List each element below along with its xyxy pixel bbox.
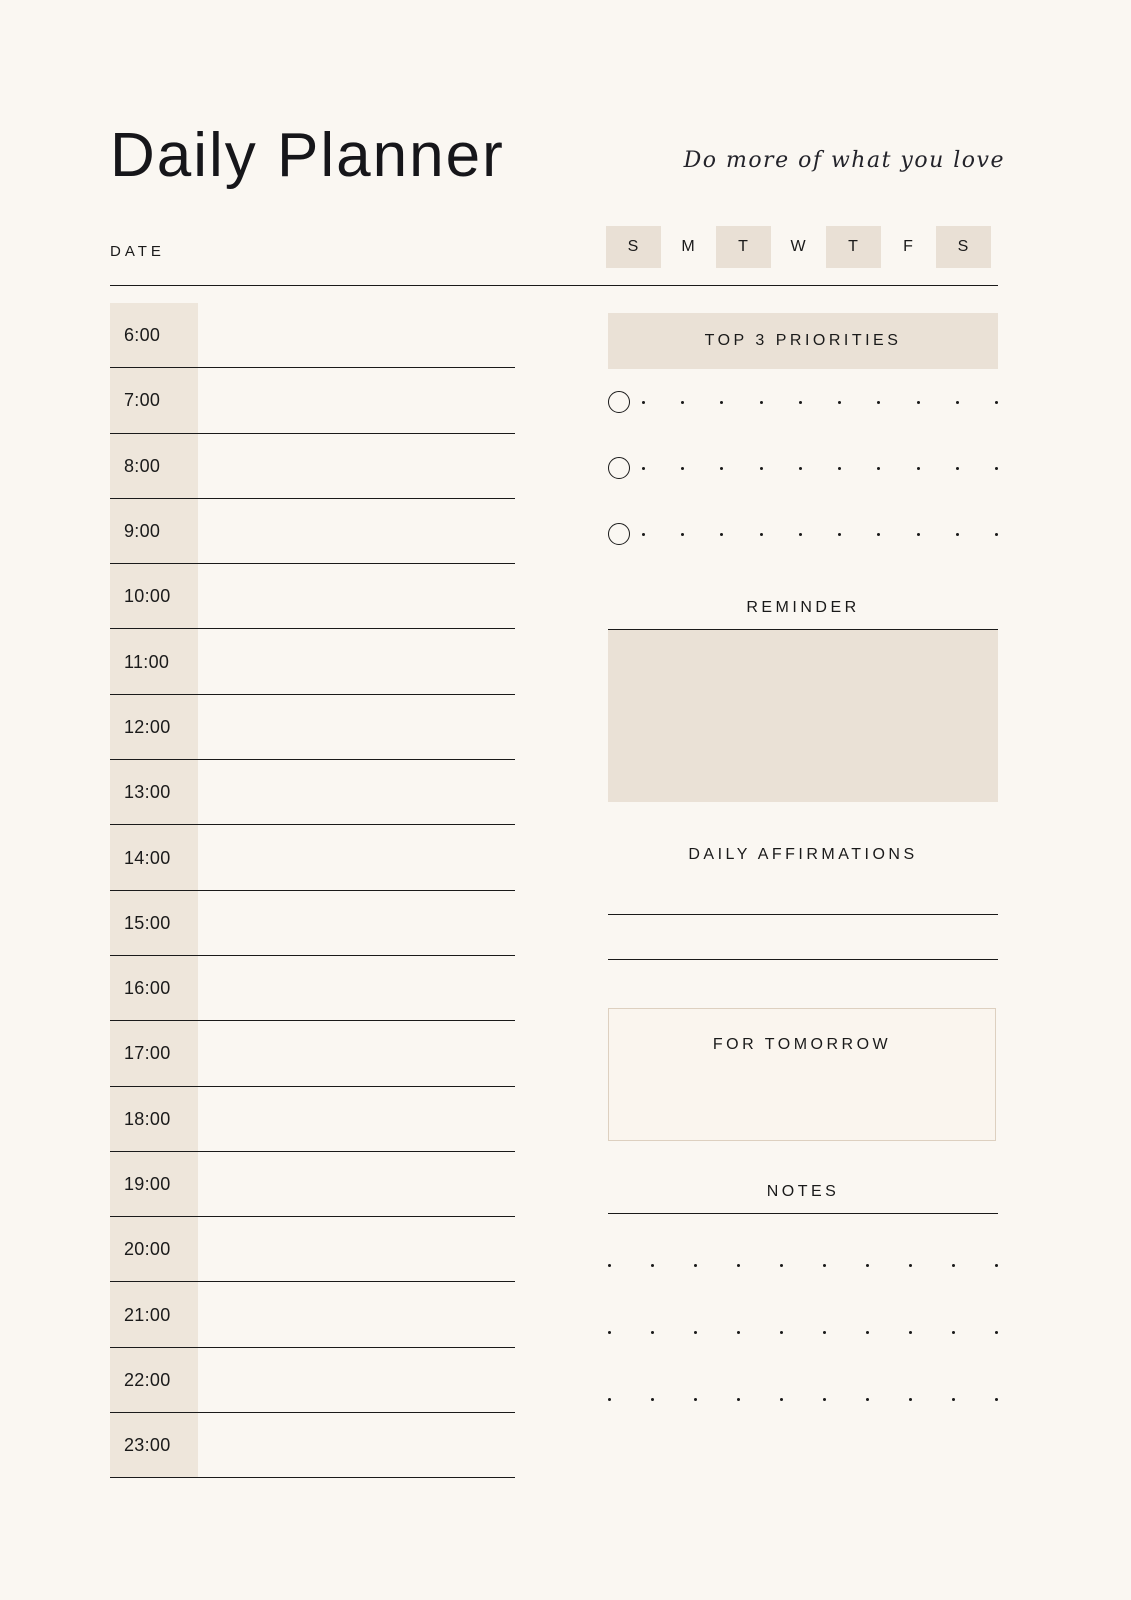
time-label: 22:00: [110, 1348, 198, 1413]
dot: [642, 467, 645, 470]
time-label: 10:00: [110, 564, 198, 629]
priority-input-line[interactable]: [642, 467, 998, 470]
time-label: 16:00: [110, 956, 198, 1021]
time-label: 6:00: [110, 303, 198, 368]
dot: [866, 1264, 869, 1267]
for-tomorrow-label: FOR TOMORROW: [712, 1036, 892, 1053]
time-label: 7:00: [110, 368, 198, 433]
header: [110, 120, 1005, 230]
time-label: 18:00: [110, 1087, 198, 1152]
dot: [909, 1264, 912, 1267]
notes-dot-row: [608, 1264, 998, 1267]
notes-input[interactable]: [608, 1264, 998, 1401]
dot: [956, 401, 959, 404]
page-title: Daily Planner: [110, 121, 505, 190]
time-label: 15:00: [110, 891, 198, 956]
notes-dot-row: [608, 1398, 998, 1401]
dot: [694, 1331, 697, 1334]
time-label: 12:00: [110, 695, 198, 760]
dot: [799, 467, 802, 470]
priority-item[interactable]: [608, 369, 998, 435]
dot: [917, 467, 920, 470]
dot: [917, 533, 920, 536]
time-label: 17:00: [110, 1021, 198, 1086]
weekday-thursday[interactable]: T: [826, 226, 881, 268]
weekday-tuesday[interactable]: T: [716, 226, 771, 268]
dot: [608, 1398, 611, 1401]
dot: [651, 1331, 654, 1334]
dot: [608, 1264, 611, 1267]
dot: [823, 1398, 826, 1401]
dot: [651, 1264, 654, 1267]
affirmation-line-2[interactable]: [608, 959, 998, 960]
dot: [838, 401, 841, 404]
dot: [823, 1264, 826, 1267]
schedule-row[interactable]: [110, 1282, 515, 1347]
dot: [720, 467, 723, 470]
dot: [780, 1398, 783, 1401]
dot: [877, 467, 880, 470]
dot: [838, 533, 841, 536]
dot: [720, 401, 723, 404]
dot: [877, 401, 880, 404]
dot: [799, 401, 802, 404]
schedule-row[interactable]: [110, 891, 515, 956]
dot: [995, 1398, 998, 1401]
reminder-input[interactable]: [608, 630, 998, 802]
sidebar: [608, 313, 998, 1465]
priority-item[interactable]: [608, 501, 998, 567]
dot: [995, 467, 998, 470]
weekday-selector[interactable]: [606, 226, 991, 268]
row-divider: [110, 1477, 515, 1478]
dot: [909, 1331, 912, 1334]
dot: [681, 401, 684, 404]
dot: [952, 1264, 955, 1267]
priorities-header: TOP 3 PRIORITIES: [608, 313, 998, 369]
schedule-row[interactable]: [110, 303, 515, 368]
dot: [956, 533, 959, 536]
weekday-friday[interactable]: F: [903, 238, 914, 255]
dot: [737, 1398, 740, 1401]
dot: [780, 1264, 783, 1267]
affirmations-label: DAILY AFFIRMATIONS: [688, 846, 918, 863]
time-label: 19:00: [110, 1152, 198, 1217]
dot: [737, 1331, 740, 1334]
notes-divider: [608, 1213, 998, 1214]
dot: [952, 1398, 955, 1401]
schedule-row[interactable]: [110, 825, 515, 890]
dot: [799, 533, 802, 536]
time-label: 23:00: [110, 1413, 198, 1478]
dot: [866, 1331, 869, 1334]
dot: [608, 1331, 611, 1334]
time-label: 14:00: [110, 825, 198, 890]
dot: [681, 467, 684, 470]
checkbox-circle-icon[interactable]: [608, 457, 630, 479]
for-tomorrow-input[interactable]: [608, 1008, 996, 1141]
dot: [995, 533, 998, 536]
weekday-saturday[interactable]: S: [936, 226, 991, 268]
time-label: 9:00: [110, 499, 198, 564]
schedule-row[interactable]: [110, 1152, 515, 1217]
schedule-row[interactable]: [110, 1087, 515, 1152]
affirmation-line-1[interactable]: [608, 914, 998, 915]
time-label: 20:00: [110, 1217, 198, 1282]
dot: [681, 533, 684, 536]
reminder-label: REMINDER: [746, 599, 860, 616]
dot: [823, 1331, 826, 1334]
dot: [952, 1331, 955, 1334]
priority-input-line[interactable]: [642, 533, 998, 536]
dot: [651, 1398, 654, 1401]
schedule-row[interactable]: [110, 1217, 515, 1282]
schedule-row[interactable]: [110, 499, 515, 564]
time-label: 21:00: [110, 1282, 198, 1347]
dot: [909, 1398, 912, 1401]
header-divider: [110, 285, 998, 286]
schedule-row[interactable]: [110, 1021, 515, 1086]
time-label: 11:00: [110, 629, 198, 694]
notes-dot-row: [608, 1331, 998, 1334]
dot: [694, 1264, 697, 1267]
dot: [995, 1331, 998, 1334]
schedule-list: [110, 303, 515, 1478]
dot: [995, 1264, 998, 1267]
weekday-monday[interactable]: M: [681, 238, 696, 255]
schedule-row[interactable]: [110, 434, 515, 499]
checkbox-circle-icon[interactable]: [608, 391, 630, 413]
dot: [760, 401, 763, 404]
dot: [780, 1331, 783, 1334]
dot: [838, 467, 841, 470]
dot: [642, 401, 645, 404]
priority-item[interactable]: [608, 435, 998, 501]
dot: [737, 1264, 740, 1267]
schedule-row[interactable]: [110, 695, 515, 760]
dot: [956, 467, 959, 470]
dot: [917, 401, 920, 404]
date-label: DATE: [110, 243, 165, 260]
weekday-sunday[interactable]: S: [606, 226, 661, 268]
dot: [720, 533, 723, 536]
dot: [877, 533, 880, 536]
dot: [642, 533, 645, 536]
dot: [866, 1398, 869, 1401]
priority-input-line[interactable]: [642, 401, 998, 404]
dot: [694, 1398, 697, 1401]
dot: [760, 533, 763, 536]
time-label: 8:00: [110, 434, 198, 499]
schedule-row[interactable]: [110, 629, 515, 694]
checkbox-circle-icon[interactable]: [608, 523, 630, 545]
notes-label: NOTES: [766, 1183, 840, 1200]
schedule-row[interactable]: [110, 1348, 515, 1413]
time-label: 13:00: [110, 760, 198, 825]
schedule-row[interactable]: [110, 368, 515, 433]
dot: [995, 401, 998, 404]
tagline: Do more of what you love: [683, 148, 1005, 173]
schedule-row[interactable]: [110, 760, 515, 825]
weekday-wednesday[interactable]: W: [790, 238, 807, 255]
dot: [760, 467, 763, 470]
schedule-row[interactable]: [110, 564, 515, 629]
schedule-row[interactable]: [110, 956, 515, 1021]
schedule-row[interactable]: [110, 1413, 515, 1478]
